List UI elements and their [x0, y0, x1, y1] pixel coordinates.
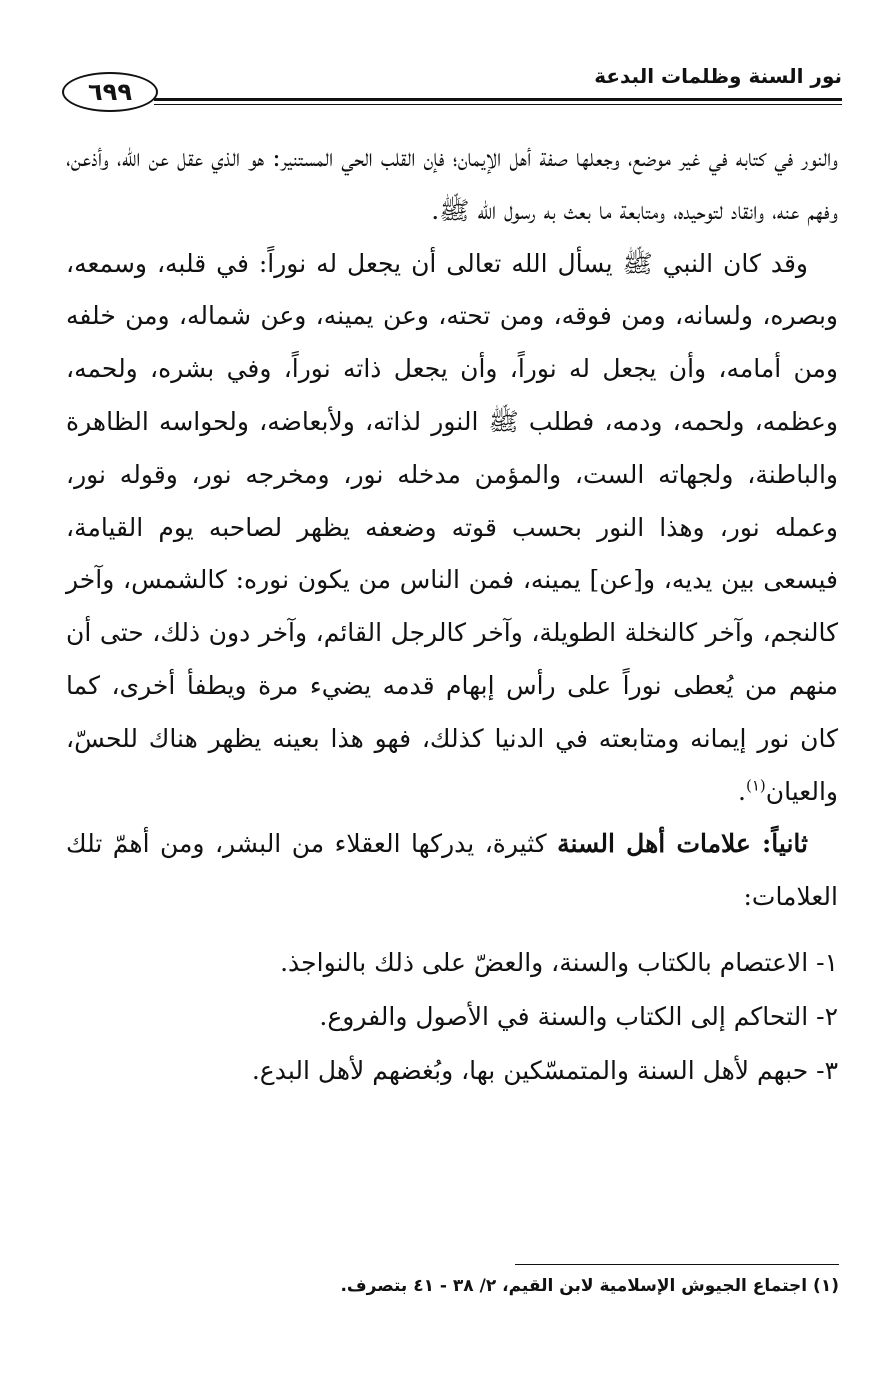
paragraph-3-text: كثيرة، يدركها العقلاء من البشر، ومن أهمّ تلك العلامات:: [66, 829, 838, 912]
header-rule: [154, 98, 842, 101]
page-header: [62, 58, 842, 114]
main-text: [66, 132, 838, 1098]
paragraph-2: [66, 238, 838, 819]
paragraph-3: [66, 818, 838, 924]
signs-list: [66, 936, 838, 1098]
header-rule-thin: [154, 104, 842, 105]
paragraph-2-end: .: [738, 776, 746, 806]
section-lead: ثانياً: علامات أهل السنة: [557, 829, 808, 859]
footnote: (١) اجتماع الجيوش الإسلامية لابن القيم، ٢/ ٣٨ - ٤١ بتصرف.: [340, 1276, 839, 1296]
footnote-reference[interactable]: (١): [746, 776, 766, 795]
footnote-separator: [515, 1264, 839, 1265]
page-number: ٦٩٩: [62, 72, 158, 112]
list-item: ٣- حبهم لأهل السنة والمتمسّكين بها، وبُغضهم لأهل البدع.: [251, 1055, 838, 1085]
list-item: ٢- التحاكم إلى الكتاب والسنة في الأصول والفروع.: [319, 1001, 838, 1031]
list-item: ١- الاعتصام بالكتاب والسنة، والعضّ على ذلك بالنواجذ.: [280, 947, 838, 977]
paragraph-1: والنور في كتابه في غير موضع، وجعلها صفة أهل الإيمان؛ فإن القلب الحي المستنير: هو الذي عقل عن الله، وأذعن، وفهم عنه، وانقاد لتوحيده، ومتابعة ما بعث به رسول الله ﷺ.: [66, 143, 838, 225]
running-title: نور السنة وظلمات البدعة: [594, 64, 842, 88]
paragraph-2-text: وقد كان النبي ﷺ يسأل الله تعالى أن يجعل له نوراً: في قلبه، وسمعه، وبصره، ولسانه، ومن فوقه، ومن تحته، وعن يمينه، وعن شماله، ومن خلفه ومن أمامه، وأن يجعل له نوراً، وأن يجعل ذاته نوراً، وفي بشره، ولحمه، وعظمه، ولحمه، ودمه، فطلب ﷺ النور لذاته، ولأبعاضه، ولحواسه الظاهرة والباطنة، ولجهاته الست، والمؤمن مدخله نور، ومخرجه نور، وقوله نور، وعمله نور، وهذا النور بحسب قوته وضعفه يظهر لصاحبه يوم القيامة، فيسعى بين يديه، و[عن] يمينه، فمن الناس من يكون نوره: كالشمس، وآخر كالنجم، وآخر كالنخلة الطويلة، وآخر كالرجل القائم، وآخر دون ذلك، حتى أن منهم من يُعطى نوراً على رأس إبهام قدمه يضيء مرة ويطفأ أخرى، كما كان نور إيمانه ومتابعته في الدنيا كذلك، فهو هذا بعينه يظهر هناك للحسّ، والعيان: [66, 248, 838, 806]
